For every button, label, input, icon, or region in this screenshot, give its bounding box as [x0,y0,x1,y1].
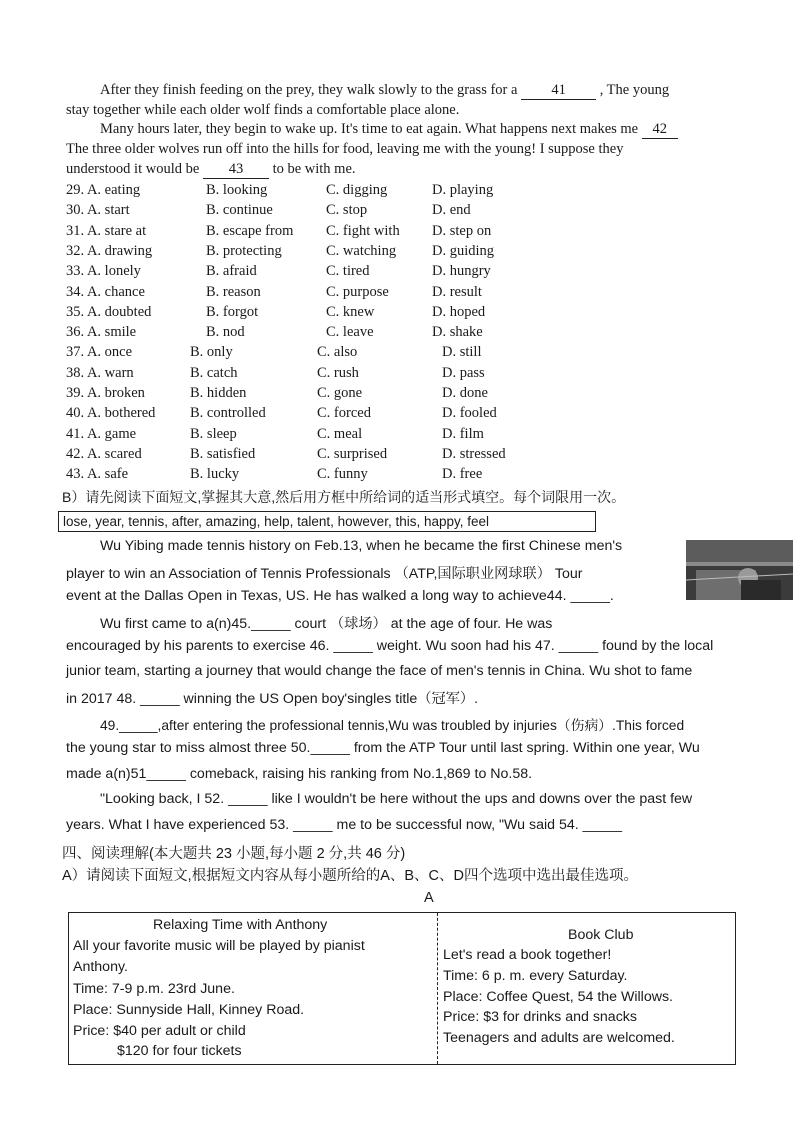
option-c: C. watching [326,242,397,259]
cloze-p3-l2: the young star to miss almost three 50._____ from the ATP Tour until last spring. Within one year, Wu [66,740,700,756]
option-a: 40. A. bothered [66,405,156,422]
section-four-instruction: A）请阅读下面短文,根据短文内容从每小题所给的A、B、C、D四个选项中选出最佳选项。 [62,868,638,884]
blank-42: 42 [642,121,678,139]
ad-left-line-4: Place: Sunnyside Hall, Kinney Road. [73,1002,305,1018]
passage-line-5 [66,161,356,179]
option-d: D. playing [432,182,494,198]
section-four-heading: 四、阅读理解(本大题共 23 小题,每小题 2 分,共 46 分) [62,846,406,862]
option-d: D. hoped [432,303,486,320]
passage-text: understood it would be [66,161,200,177]
ad-left-title: Relaxing Time with Anthony [153,917,328,933]
cloze-p2-l2: encouraged by his parents to exercise 46. _____ weight. Wu soon had his 47. _____ found by the local [66,638,714,654]
option-c: C. leave [326,324,374,341]
option-d: D. still [442,344,482,361]
passage-text: to be with me. [272,161,356,177]
option-a: 39. A. broken [66,385,145,401]
option-a: 43. A. safe [66,466,129,483]
tennis-photo-image [686,540,793,600]
ad-left-line-1: All your favorite music will be played by pianist [73,938,365,954]
ads-table [68,912,736,1065]
option-a: 41. A. game [66,425,137,442]
option-a: 37. A. once [66,344,133,361]
option-a: 36. A. smile [66,324,137,341]
option-d: D. result [432,283,482,300]
passage-line-4: The three older wolves run off into the hills for food, leaving me with the young! I suppose they [66,141,624,157]
cloze-p2-l4: in 2017 48. _____ winning the US Open boy'singles title（冠军）. [66,691,479,707]
option-b: B. satisfied [190,445,256,462]
cloze-p4-l1: "Looking back, I 52. _____ like I wouldn't be here without the ups and downs over the past few [100,791,693,807]
option-b: B. escape from [206,222,294,239]
option-d: D. end [432,202,471,219]
passage-line-1 [100,82,669,100]
passage-line-3 [100,121,678,139]
ad-left-line-3: Time: 7-9 p.m. 23rd June. [73,981,235,997]
option-b: B. forgot [206,303,259,320]
option-a: 29. A. eating [66,182,141,198]
ad-left-line-2: Anthony. [73,959,128,975]
option-d: D. hungry [432,263,491,280]
option-d: D. stressed [442,445,506,462]
tennis-photo [686,540,793,600]
option-b: B. nod [206,324,245,341]
option-a: 34. A. chance [66,283,145,300]
passage-text: Many hours later, they begin to wake up. It's time to eat again. What happens next makes me [100,121,639,137]
option-b: B. continue [206,202,273,219]
option-b: B. only [190,344,233,361]
option-d: D. free [442,466,483,483]
ad-left-line-6: $120 for four tickets [117,1043,242,1059]
cloze-p2-l3: junior team, starting a journey that would change the face of men's tennis in China. Wu shot to fame [66,663,693,679]
option-c: C. digging [326,182,388,198]
option-c: C. forced [317,405,371,422]
option-b: B. afraid [206,263,257,280]
blank-43: 43 [203,161,269,179]
word-box: lose, year, tennis, after, amazing, help, talent, however, this, happy, feel [58,511,596,532]
option-c: C. stop [326,202,368,219]
option-d: D. shake [432,324,483,341]
option-d: D. guiding [432,242,495,259]
option-c: C. rush [317,364,359,381]
option-c: C. fight with [326,222,400,239]
option-c: C. purpose [326,283,389,300]
passage-text: After they finish feeding on the prey, they walk slowly to the grass for a [100,82,518,98]
section-b-instruction: B）请先阅读下面短文,掌握其大意,然后用方框中所给词的适当形式填空。每个词限用一次。 [62,489,626,505]
option-a: 32. A. drawing [66,242,153,259]
ads-divider [437,913,438,1064]
option-b: B. lucky [190,466,240,483]
passage-text: , The young [599,82,670,98]
cloze-p1-l3: event at the Dallas Open in Texas, US. He has walked a long way to achieve44. _____. [66,588,614,604]
cloze-p2-l1: Wu first came to a(n)45._____ court （球场） at the age of four. He was [100,616,553,632]
option-d: D. fooled [442,405,497,422]
ad-right-line-5: Teenagers and adults are welcomed. [443,1030,675,1046]
passage-line-2: stay together while each older wolf finds a comfortable place alone. [66,102,460,118]
option-d: D. done [442,385,488,401]
blank-41: 41 [521,82,596,100]
option-a: 33. A. lonely [66,263,141,280]
cloze-p3-l3: made a(n)51_____ comeback, raising his ranking from No.1,869 to No.58. [66,766,533,782]
ad-right-line-2: Time: 6 p. m. every Saturday. [443,968,628,984]
cloze-p1-l1: Wu Yibing made tennis history on Feb.13, when he became the first Chinese men's [100,538,623,554]
option-d: D. pass [442,364,485,381]
option-a: 31. A. stare at [66,222,147,239]
cloze-p1-l2: player to win an Association of Tennis Professionals （ATP,国际职业网球联） Tour [66,566,583,582]
option-d: D. step on [432,222,492,239]
ad-right-line-3: Place: Coffee Quest, 54 the Willows. [443,989,673,1005]
ad-right-line-1: Let's read a book together! [443,947,612,963]
option-a: 30. A. start [66,202,130,219]
ad-right-line-4: Price: $3 for drinks and snacks [443,1009,637,1025]
option-c: C. gone [317,385,363,401]
option-c: C. funny [317,466,368,483]
ad-right-title: Book Club [568,927,634,943]
option-c: C. tired [326,263,370,280]
option-b: B. catch [190,364,238,381]
option-b: B. sleep [190,425,237,442]
option-b: B. reason [206,283,261,300]
cloze-p3-l1: 49._____,after entering the professional tennis,Wu was troubled by injuries（伤病）.This forced [100,718,685,733]
ad-left-line-5: Price: $40 per adult or child [73,1023,246,1039]
option-b: B. protecting [206,242,282,259]
passage-letter: A [424,890,434,906]
option-c: C. also [317,344,358,361]
option-c: C. meal [317,425,363,442]
cloze-p4-l2: years. What I have experienced 53. _____ me to be successful now, "Wu said 54. _____ [66,817,623,833]
option-b: B. controlled [190,405,266,422]
option-a: 38. A. warn [66,364,134,381]
option-c: C. surprised [317,445,388,462]
option-c: C. knew [326,303,375,320]
option-b: B. hidden [190,385,247,401]
option-a: 42. A. scared [66,445,142,462]
option-b: B. looking [206,182,268,198]
option-a: 35. A. doubted [66,303,152,320]
option-d: D. film [442,425,484,442]
